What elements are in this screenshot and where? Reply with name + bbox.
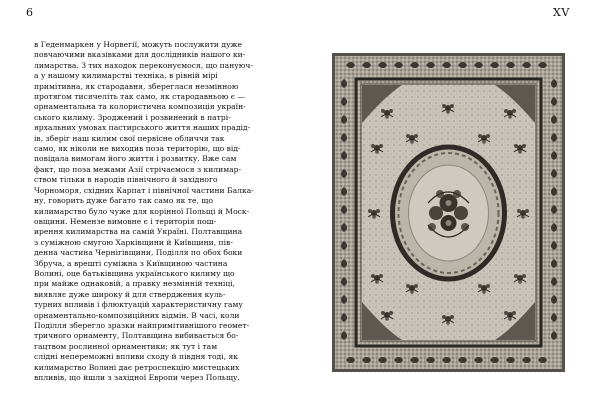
text-line: протягом тисячеліть так само, як стародавньою є — [34, 92, 246, 102]
text-line: з суміжною смугою Харківщини й Київщини, пів- [34, 237, 233, 247]
text-line: орнаментально-композиційних відмін. В часі, коли [34, 310, 240, 320]
text-line: Волині, оце батьківщина українського килиму що [34, 268, 235, 278]
text-line: Чорноморя, східних Карпат і північної частини Балка- [34, 185, 254, 195]
text-line: повідала вимогам його життя і розвитку. Вже сам [34, 154, 237, 164]
text-line: денна частина Чернігівщини, Поділля по обох боки [34, 248, 243, 258]
text-line: впливів, що йшли з західної Европи через Польщу. [34, 373, 240, 382]
text-line: при майже однаковій, а правку незмінній техніці, [34, 279, 236, 289]
page-number-right: XV [553, 6, 570, 19]
text-line: ського килиму. Зроджений і розвинений в патрі- [34, 112, 231, 122]
text-line: само, як ніколи не виходив поза територію, що від- [34, 144, 241, 154]
text-line: тричного орнаменту, Полтавщина вибивається бо- [34, 331, 239, 341]
rug-illustration [332, 53, 565, 372]
text-line: лимарства. З тих находок переконуємося, що пануюч- [34, 60, 253, 70]
text-line: турних впливів і флюктуацій характеристичну гаму [34, 300, 243, 310]
text-line: ством тільки в народів північного й західного [34, 175, 218, 185]
text-line: орнаментальна та колористична композиція україн- [34, 102, 246, 112]
body-text [34, 40, 264, 383]
text-line: повчаючими вказівками для дослідників нашого ки- [34, 50, 246, 60]
text-line: ярхальних умовах пастирського життя наших прадід- [34, 123, 251, 133]
text-line: факт, що поза межами Азії стрічаємося з килимар- [34, 164, 242, 174]
text-line: ирення килимарства на самій Україні. Полтавщина [34, 227, 243, 237]
text-line: килимарство Волині дає ретроспекцію мистецьких [34, 362, 240, 372]
text-line: ів, зберіг наш килим свої первісне обличчя так [34, 133, 225, 143]
central-medallion [393, 147, 505, 279]
rug-photograph [332, 53, 565, 372]
text-line: Поділля зберегло зразки найпримітивнішого геомет- [34, 320, 250, 330]
page-number-left: 6 [26, 6, 33, 19]
text-line: примітивна, як стародавня, збереглася незмінною [34, 81, 239, 91]
text-line: гацтвом рослинної орнаментики; як тут і там [34, 341, 218, 351]
text-line: овщини. Немензе вимовне є і територія пош- [34, 216, 217, 226]
text-line: в Геденмаркен у Норвегії, можуть послужити дуже [34, 40, 243, 49]
text-line: виявляє дуже широку й для стверджения куль- [34, 289, 226, 299]
text-line: Збруча, а врешті суміжна з Київщиною частина [34, 258, 228, 268]
text-line: а у нашому килимарстві техніка, в рівній мірі [34, 71, 218, 81]
text-line: ну, говорить дуже багато так само як те, що [34, 196, 213, 206]
text-line: килимарство було чуже для корінної Польщі й Моск- [34, 206, 250, 216]
text-line: слідні непереможні впливи сходу й півдня тоді, як [34, 352, 238, 362]
